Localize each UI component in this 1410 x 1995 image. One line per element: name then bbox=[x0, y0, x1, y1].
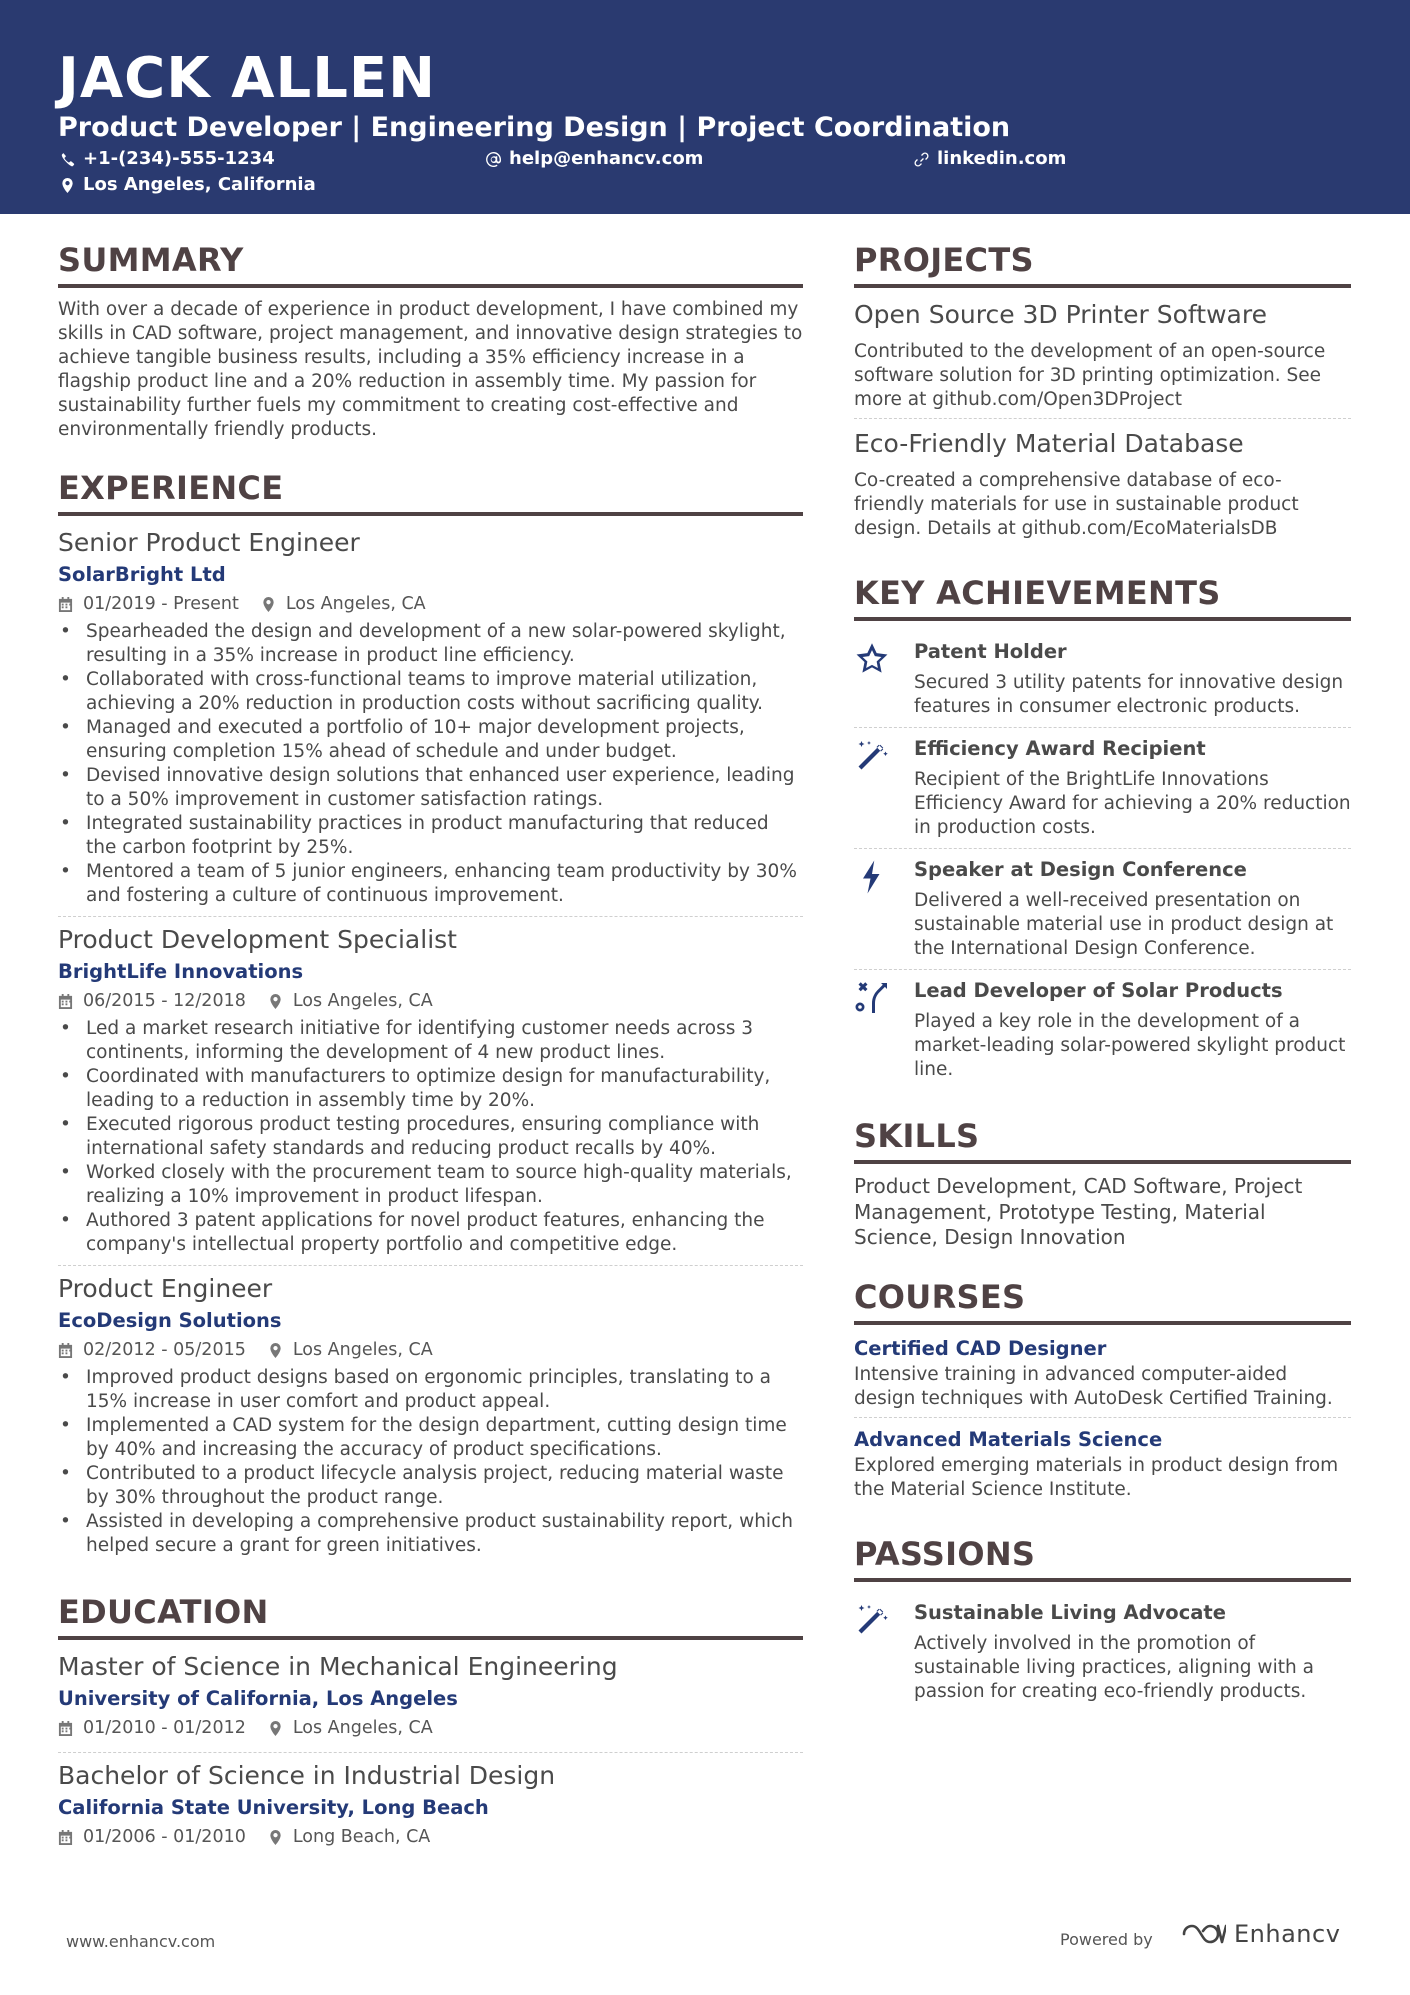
right-column bbox=[854, 240, 1351, 1738]
job-location-text: Los Angeles, CA bbox=[292, 1340, 433, 1360]
job-bullet: • Worked closely with the procurement team to source high-quality materials, realizing a 10% improvement in product lifespan. bbox=[58, 1161, 803, 1209]
education-entry bbox=[58, 1759, 803, 1861]
course-entry bbox=[854, 1335, 1351, 1418]
location-pin-icon bbox=[261, 597, 276, 612]
job-bullet: • Led a market research initiative for identifying customer needs across 3 continents, informing the development of 4 new product lines. bbox=[58, 1017, 803, 1065]
achievement-title: Lead Developer of Solar Products bbox=[914, 979, 1283, 1002]
degree-title: Bachelor of Science in Industrial Design bbox=[58, 1761, 556, 1790]
job-bullet: • Implemented a CAD system for the design department, cutting design time by 40% and increasing the accuracy of product specifications. bbox=[58, 1414, 803, 1462]
job-bullet: • Collaborated with cross-functional teams to improve material utilization, achieving a 20% reduction in production costs without sacrificing quality. bbox=[58, 668, 803, 716]
achievement-title: Patent Holder bbox=[914, 640, 1067, 663]
job-bullet: • Devised innovative design solutions that enhanced user experience, leading to a 50% improvement in customer satisfaction ratings. bbox=[58, 764, 803, 812]
courses-heading: COURSES bbox=[854, 1277, 1351, 1325]
job-meta bbox=[58, 989, 803, 1013]
footer-url[interactable]: www.enhancv.com bbox=[66, 1932, 216, 1951]
powered-by-label: Powered by bbox=[1060, 1930, 1153, 1949]
course-desc: Explored emerging materials in product design from the Material Science Institute. bbox=[854, 1454, 1339, 1500]
course-desc: Intensive training in advanced computer-aided design techniques with AutoDesk Certified Training. bbox=[854, 1363, 1333, 1409]
course-title: Advanced Materials Science bbox=[854, 1427, 1163, 1451]
resume-header bbox=[0, 0, 1410, 214]
linkedin-text: linkedin.com bbox=[937, 148, 1067, 169]
job-location-text: Los Angeles, CA bbox=[285, 594, 426, 614]
school-name: California State University, Long Beach bbox=[58, 1796, 489, 1819]
strategy-route-icon bbox=[854, 980, 890, 1016]
projects-heading: PROJECTS bbox=[854, 240, 1351, 288]
location-pin-icon bbox=[268, 1830, 283, 1845]
job-meta bbox=[58, 1338, 803, 1362]
phone-icon bbox=[60, 152, 75, 167]
course-entry bbox=[854, 1426, 1351, 1508]
calendar-icon bbox=[58, 1830, 73, 1845]
calendar-icon bbox=[58, 1721, 73, 1736]
job-bullet: • Contributed to a product lifecycle analysis project, reducing material waste by 30% throughout the product range. bbox=[58, 1462, 803, 1510]
project-entry bbox=[854, 427, 1351, 547]
achievements-heading: KEY ACHIEVEMENTS bbox=[854, 573, 1351, 621]
job-bullet: • Managed and executed a portfolio of 10+ major development projects, ensuring completion 15% ahead of schedule and under budget. bbox=[58, 716, 803, 764]
calendar-icon bbox=[58, 597, 73, 612]
job-title: Senior Product Engineer bbox=[58, 528, 360, 557]
job-dates: 01/2019 - Present bbox=[83, 594, 239, 614]
achievement-entry bbox=[854, 631, 1351, 728]
education-dates: 01/2010 - 01/2012 bbox=[83, 1718, 246, 1738]
location-pin-icon bbox=[268, 994, 283, 1009]
experience-entry bbox=[58, 923, 803, 1266]
passion-entry bbox=[854, 1592, 1351, 1712]
summary-section bbox=[58, 240, 803, 442]
star-icon bbox=[854, 641, 890, 677]
achievement-title: Efficiency Award Recipient bbox=[914, 737, 1206, 760]
education-dates: 01/2006 - 01/2010 bbox=[83, 1827, 246, 1847]
job-dates: 06/2015 - 12/2018 bbox=[83, 991, 246, 1011]
enhancv-logo-icon bbox=[1180, 1921, 1226, 1947]
education-location-text: Los Angeles, CA bbox=[292, 1718, 433, 1738]
job-location bbox=[268, 1338, 433, 1362]
brand-name: Enhancv bbox=[1234, 1920, 1341, 1948]
job-bullets bbox=[58, 620, 803, 908]
job-bullet: • Integrated sustainability practices in product manufacturing that reduced the carbon footprint by 25%. bbox=[58, 812, 803, 860]
passion-title: Sustainable Living Advocate bbox=[914, 1600, 1226, 1624]
phone-text: +1-(234)-555-1234 bbox=[83, 148, 275, 169]
candidate-name: JACK ALLEN bbox=[58, 46, 436, 111]
company-name: EcoDesign Solutions bbox=[58, 1309, 282, 1332]
project-desc: Co-created a comprehensive database of eco-friendly materials for use in sustainable product design. Details at github.com/EcoMaterialsDB bbox=[854, 470, 1299, 539]
job-bullet: • Improved product designs based on ergonomic principles, translating to a 15% increase in user comfort and product appeal. bbox=[58, 1366, 803, 1414]
achievement-desc: Played a key role in the development of a market-leading solar-powered skylight product line. bbox=[914, 1011, 1346, 1080]
enhancv-logo[interactable] bbox=[1180, 1920, 1340, 1948]
job-bullet: • Assisted in developing a comprehensive product sustainability report, which helped secure a grant for green initiatives. bbox=[58, 1510, 803, 1558]
project-title: Open Source 3D Printer Software bbox=[854, 300, 1267, 329]
skills-section bbox=[854, 1116, 1351, 1251]
project-desc: Contributed to the development of an open-source software solution for 3D printing optimization. See more at github.com/Open3DProject bbox=[854, 341, 1326, 410]
job-bullets bbox=[58, 1017, 803, 1257]
contact-location bbox=[60, 173, 316, 197]
email-text: help@enhancv.com bbox=[509, 148, 704, 169]
experience-heading: EXPERIENCE bbox=[58, 468, 803, 516]
job-title: Product Engineer bbox=[58, 1274, 273, 1303]
job-bullet: • Spearheaded the design and development of a new solar-powered skylight, resulting in a 35% increase in product line efficiency. bbox=[58, 620, 803, 668]
education-meta bbox=[58, 1716, 803, 1740]
job-dates: 02/2012 - 05/2015 bbox=[83, 1340, 246, 1360]
education-section bbox=[58, 1592, 803, 1861]
project-entry bbox=[854, 298, 1351, 419]
passions-heading: PASSIONS bbox=[854, 1534, 1351, 1582]
contact-linkedin[interactable] bbox=[914, 147, 1066, 171]
job-location bbox=[268, 989, 433, 1013]
left-column bbox=[58, 240, 803, 1887]
skills-list: Product Development, CAD Software, Project Management, Prototype Testing, Material Science, Design Innovation bbox=[854, 1174, 1303, 1249]
education-location-text: Long Beach, CA bbox=[292, 1827, 431, 1847]
job-bullet: • Authored 3 patent applications for novel product features, enhancing the company's intellectual property portfolio and competitive edge. bbox=[58, 1209, 803, 1257]
achievement-entry bbox=[854, 728, 1351, 849]
location-pin-icon bbox=[60, 178, 75, 193]
courses-section bbox=[854, 1277, 1351, 1508]
education-location bbox=[268, 1825, 430, 1849]
experience-entry bbox=[58, 1272, 803, 1566]
achievement-title: Speaker at Design Conference bbox=[914, 858, 1247, 881]
contact-email[interactable] bbox=[486, 147, 703, 171]
projects-section bbox=[854, 240, 1351, 547]
company-name: SolarBright Ltd bbox=[58, 563, 226, 586]
experience-section bbox=[58, 468, 803, 1566]
location-pin-icon bbox=[268, 1343, 283, 1358]
achievement-entry bbox=[854, 970, 1351, 1090]
degree-title: Master of Science in Mechanical Engineering bbox=[58, 1652, 618, 1681]
job-bullet: • Coordinated with manufacturers to optimize design for manufacturability, leading to a reduction in assembly time by 20%. bbox=[58, 1065, 803, 1113]
achievement-entry bbox=[854, 849, 1351, 970]
job-title: Product Development Specialist bbox=[58, 925, 457, 954]
passions-section bbox=[854, 1534, 1351, 1712]
achievement-desc: Secured 3 utility patents for innovative design features in consumer electronic products. bbox=[914, 672, 1344, 717]
education-meta bbox=[58, 1825, 803, 1849]
achievements-section bbox=[854, 573, 1351, 1090]
location-pin-icon bbox=[268, 1721, 283, 1736]
magic-wand-icon bbox=[854, 1602, 890, 1638]
company-name: BrightLife Innovations bbox=[58, 960, 304, 983]
location-text: Los Angeles, California bbox=[83, 174, 316, 195]
job-meta bbox=[58, 592, 803, 616]
achievement-desc: Recipient of the BrightLife Innovations Efficiency Award for achieving a 20% reduction in production costs. bbox=[914, 769, 1351, 838]
job-location-text: Los Angeles, CA bbox=[292, 991, 433, 1011]
project-title: Eco-Friendly Material Database bbox=[854, 429, 1244, 458]
lightning-bolt-icon bbox=[854, 859, 890, 895]
job-bullet: • Executed rigorous product testing procedures, ensuring compliance with international safety standards and reducing product recalls by 40%. bbox=[58, 1113, 803, 1161]
at-sign-icon bbox=[486, 152, 501, 167]
achievement-desc: Delivered a well-received presentation on sustainable material use in product design at the International Design Conference. bbox=[914, 890, 1334, 959]
job-bullets bbox=[58, 1366, 803, 1558]
school-name: University of California, Los Angeles bbox=[58, 1687, 458, 1710]
skills-heading: SKILLS bbox=[854, 1116, 1351, 1164]
magic-wand-icon bbox=[854, 738, 890, 774]
passion-desc: Actively involved in the promotion of sustainable living practices, aligning with a passion for creating eco-friendly products. bbox=[914, 1632, 1314, 1702]
education-heading: EDUCATION bbox=[58, 1592, 803, 1640]
experience-entry bbox=[58, 526, 803, 917]
candidate-tagline: Product Developer | Engineering Design | Project Coordination bbox=[58, 112, 1011, 143]
calendar-icon bbox=[58, 994, 73, 1009]
summary-text: With over a decade of experience in product development, I have combined my skills in CAD software, project management, and innovative design strategies to achieve tangible business results, including a 35% efficiency increase in a flagship product line and a 20% reduction in assembly time. My passion for sustainability further fuels my commitment to creating cost-effective and environmentally friendly products. bbox=[58, 299, 803, 440]
link-icon bbox=[914, 152, 929, 167]
education-entry bbox=[58, 1650, 803, 1753]
summary-heading: SUMMARY bbox=[58, 240, 803, 288]
contact-phone[interactable] bbox=[60, 147, 275, 171]
job-bullet: • Mentored a team of 5 junior engineers, enhancing team productivity by 30% and fostering a culture of continuous improvement. bbox=[58, 860, 803, 908]
job-location bbox=[261, 592, 426, 616]
calendar-icon bbox=[58, 1343, 73, 1358]
course-title: Certified CAD Designer bbox=[854, 1336, 1107, 1360]
education-location bbox=[268, 1716, 433, 1740]
